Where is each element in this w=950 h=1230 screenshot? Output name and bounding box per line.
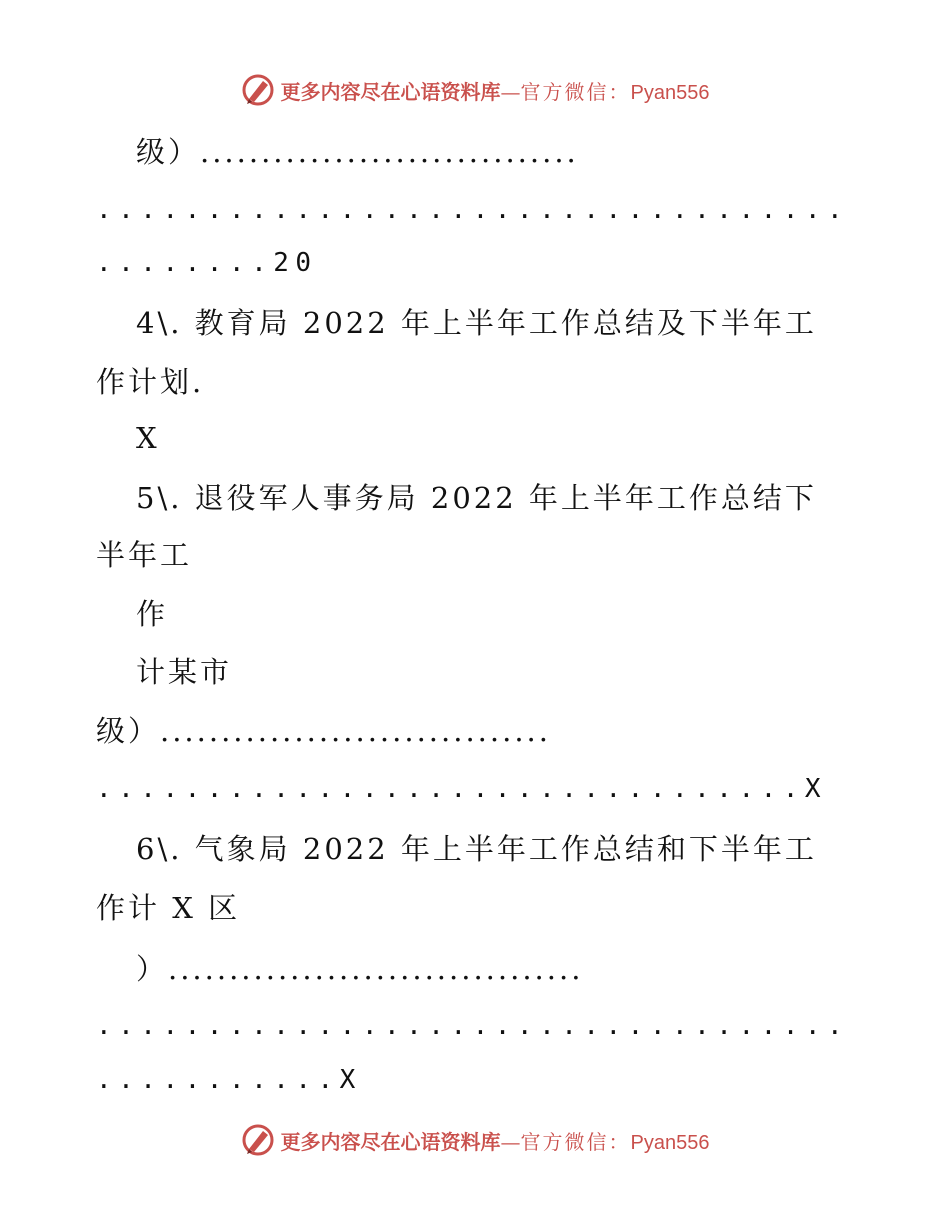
separator-dash: — [500, 79, 521, 104]
toc-line-text: 作计 X 区 [96, 891, 241, 925]
toc-line [136, 478, 916, 518]
toc-line-text: .................................. [96, 195, 850, 225]
toc-line [136, 829, 916, 869]
toc-line-text: ...........X [96, 1065, 362, 1095]
toc-line-text: ........20 [96, 248, 318, 278]
footer-watermark-text [281, 1126, 710, 1155]
footer-watermark [0, 1120, 950, 1160]
toc-line [96, 1006, 916, 1046]
toc-line [136, 418, 916, 458]
toc-line [136, 303, 916, 343]
pen-logo-icon [241, 1123, 275, 1157]
toc-line-text: ................................X [96, 774, 828, 804]
toc-line-text: 级）............................... [136, 135, 579, 169]
toc-line [96, 535, 916, 575]
toc-line [96, 711, 916, 751]
wechat-label: 官方微信： [520, 79, 631, 104]
header-watermark-text [281, 76, 710, 105]
toc-line-text: 作计划. [96, 365, 205, 399]
toc-line [96, 362, 916, 402]
toc-line-text: .................................. [96, 1011, 850, 1041]
toc-line-text: ）.................................. [136, 952, 584, 986]
toc-line [136, 652, 916, 692]
toc-line-text: 5\. 退役军人事务局 2022 年上半年工作总结下 [136, 481, 817, 515]
toc-line-text: 6\. 气象局 2022 年上半年工作总结和下半年工 [136, 832, 817, 866]
toc-line [96, 243, 916, 283]
wechat-label: 官方微信： [520, 1129, 631, 1154]
site-name: 更多内容尽在心语资料库 [280, 1129, 501, 1154]
toc-line [96, 888, 916, 928]
toc-line-text: 级）................................ [96, 714, 551, 748]
wechat-handle: Pyan556 [630, 81, 710, 104]
wechat-handle: Pyan556 [630, 1131, 710, 1154]
toc-line-text: 计某市 [136, 655, 233, 689]
toc-line [96, 1060, 916, 1100]
toc-line [96, 190, 916, 230]
pen-logo-icon [241, 73, 275, 107]
toc-line-text: X [136, 421, 160, 455]
toc-line [96, 769, 916, 809]
header-watermark [0, 70, 950, 110]
separator-dash: — [500, 1129, 521, 1154]
site-name: 更多内容尽在心语资料库 [280, 79, 501, 104]
toc-line [136, 132, 916, 172]
toc-line [136, 949, 916, 989]
toc-line-text: 半年工 [96, 538, 193, 572]
toc-line-text: 4\. 教育局 2022 年上半年工作总结及下半年工 [136, 306, 817, 340]
toc-line-text: 作 [136, 597, 169, 631]
toc-line [136, 594, 916, 634]
